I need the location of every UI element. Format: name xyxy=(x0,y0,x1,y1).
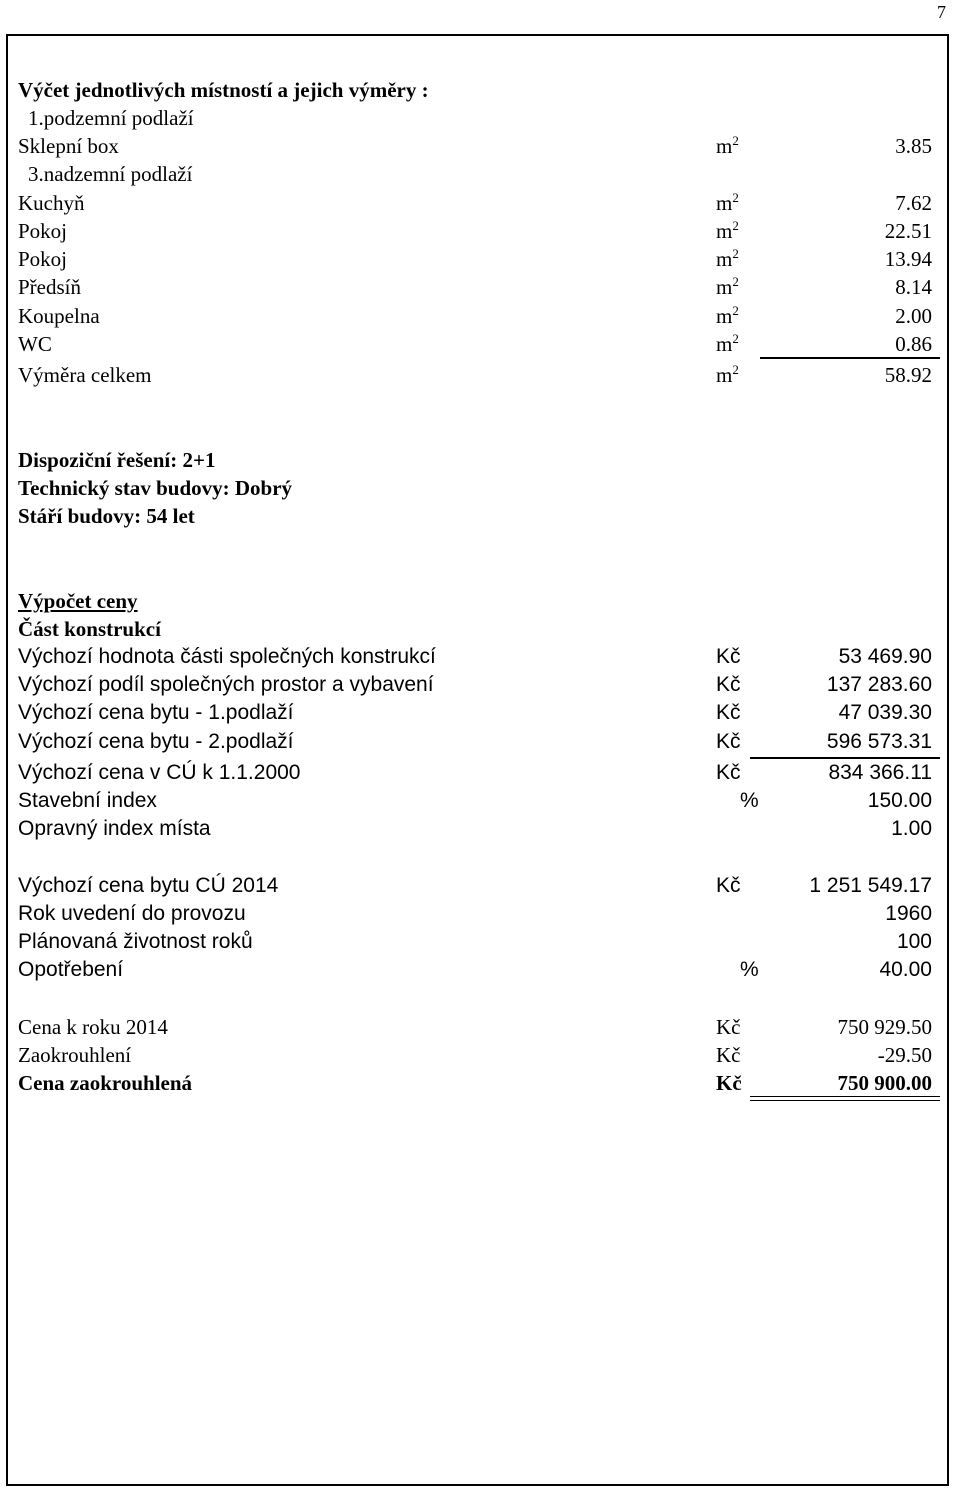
calc-row xyxy=(18,787,932,815)
calc-label: Výchozí hodnota části společných konstrukcí xyxy=(18,645,436,668)
calc-label: Cena k roku 2014 xyxy=(18,1015,168,1039)
calc-row xyxy=(18,1041,932,1069)
final-price-unit: Kč xyxy=(716,1071,742,1095)
room-name: Sklepní box xyxy=(18,134,119,158)
subtotal-rule xyxy=(760,357,940,359)
calc-unit: Kč xyxy=(716,645,741,668)
floor-label: 3.nadzemní podlaží xyxy=(28,162,193,186)
double-underline-top xyxy=(750,1096,940,1097)
room-name: Předsíň xyxy=(18,275,81,299)
calc-label: Zaokrouhlení xyxy=(18,1043,132,1067)
layout-info: Dispoziční řešení: 2+1 xyxy=(18,448,216,472)
calc-row xyxy=(18,643,932,671)
basement-label: 1.podzemní podlaží xyxy=(28,106,194,130)
calc-label: Opotřebení xyxy=(18,958,124,981)
calc-unit: Kč xyxy=(716,1043,741,1067)
calc-row xyxy=(18,671,932,699)
room-name: Koupelna xyxy=(18,304,100,328)
calc-value: 53 469.90 xyxy=(838,645,932,668)
double-underline-bottom xyxy=(750,1100,940,1101)
age-info: Stáří budovy: 54 let xyxy=(18,504,195,528)
area-total-label: Výměra celkem xyxy=(18,363,152,387)
calc-label: Výchozí cena v CÚ k 1.1.2000 xyxy=(18,761,301,784)
room-area: 13.94 xyxy=(884,247,932,271)
room-unit: $m^2$ xyxy=(716,274,739,299)
calc-row xyxy=(18,872,932,900)
calc-label: Opravný index místa xyxy=(18,817,211,840)
area-total-value: 58.92 xyxy=(884,363,932,387)
calc-value: 100 xyxy=(896,930,932,953)
calc-row xyxy=(18,728,932,756)
calc-unit: Kč xyxy=(716,761,741,784)
calc-value: 47 039.30 xyxy=(838,701,932,724)
calc-unit: % xyxy=(740,958,759,981)
calc-value: 150.00 xyxy=(867,789,932,812)
calc-row xyxy=(18,956,932,984)
calc-value: 596 573.31 xyxy=(826,730,932,753)
calc-label: Výchozí podíl společných prostor a vybavení xyxy=(18,673,434,696)
room-unit: $m^2$ xyxy=(716,133,739,158)
room-row xyxy=(18,217,932,245)
calc-unit: Kč xyxy=(716,874,741,897)
calc-value: 40.00 xyxy=(879,958,932,981)
condition-info: Technický stav budovy: Dobrý xyxy=(18,476,293,500)
calc-unit: % xyxy=(740,789,759,812)
calc-value: 137 283.60 xyxy=(826,673,932,696)
room-area: 22.51 xyxy=(884,219,932,243)
room-area: 3.85 xyxy=(895,134,932,158)
room-name: Kuchyň xyxy=(18,191,85,215)
final-price-row xyxy=(18,1069,932,1097)
calc-unit: Kč xyxy=(716,730,741,753)
final-price-label: Cena zaokrouhlená xyxy=(18,1071,193,1095)
calc-unit: Kč xyxy=(716,701,741,724)
calc-row xyxy=(18,900,932,928)
calc-label: Výchozí cena bytu - 2.podlaží xyxy=(18,730,294,753)
room-row xyxy=(18,302,932,330)
room-area: 8.14 xyxy=(895,275,932,299)
room-name: WC xyxy=(18,332,52,356)
calc-value: 834 366.11 xyxy=(828,761,932,784)
room-name: Pokoj xyxy=(18,247,68,271)
room-unit: $m^2$ xyxy=(716,303,739,328)
room-unit: $m^2$ xyxy=(716,218,739,243)
room-area: 7.62 xyxy=(895,191,932,215)
calc-value: 750 929.50 xyxy=(837,1015,932,1039)
room-area: 2.00 xyxy=(895,304,932,328)
room-unit: $m^2$ xyxy=(716,331,739,356)
calc-label: Plánovaná životnost roků xyxy=(18,930,253,953)
rooms-heading: Výčet jednotlivých místností a jejich výměry : xyxy=(18,78,429,102)
calc-label: Stavební index xyxy=(18,789,157,812)
area-total-unit: $m^2$ xyxy=(716,362,739,387)
calc-row xyxy=(18,759,932,787)
room-row xyxy=(18,189,932,217)
room-row xyxy=(18,330,932,358)
calculation-heading: Výpočet ceny xyxy=(18,589,138,613)
room-row xyxy=(18,132,932,160)
calc-value: -29.50 xyxy=(877,1043,932,1067)
room-row xyxy=(18,245,932,273)
room-row xyxy=(18,273,932,301)
room-unit: $m^2$ xyxy=(716,246,739,271)
area-total-row xyxy=(18,361,932,389)
calc-row xyxy=(18,699,932,727)
calc-value: 1960 xyxy=(885,902,932,925)
calculation-subheading: Část konstrukcí xyxy=(18,617,161,641)
room-name: Pokoj xyxy=(18,219,68,243)
calc-row xyxy=(18,1013,932,1041)
calc-value: 1 251 549.17 xyxy=(809,874,932,897)
calc-unit: Kč xyxy=(716,1015,741,1039)
calc-unit: Kč xyxy=(716,673,741,696)
calc-row xyxy=(18,928,932,956)
calc-row xyxy=(18,815,932,843)
calc-value: 1.00 xyxy=(891,817,932,840)
calc-label: Výchozí cena bytu CÚ 2014 xyxy=(18,874,279,897)
room-unit: $m^2$ xyxy=(716,190,739,215)
final-price-value: 750 900.00 xyxy=(837,1071,932,1095)
calc-label: Výchozí cena bytu - 1.podlaží xyxy=(18,701,294,724)
calc-label: Rok uvedení do provozu xyxy=(18,902,246,925)
room-area: 0.86 xyxy=(895,332,932,356)
page-number: 7 xyxy=(937,2,946,22)
